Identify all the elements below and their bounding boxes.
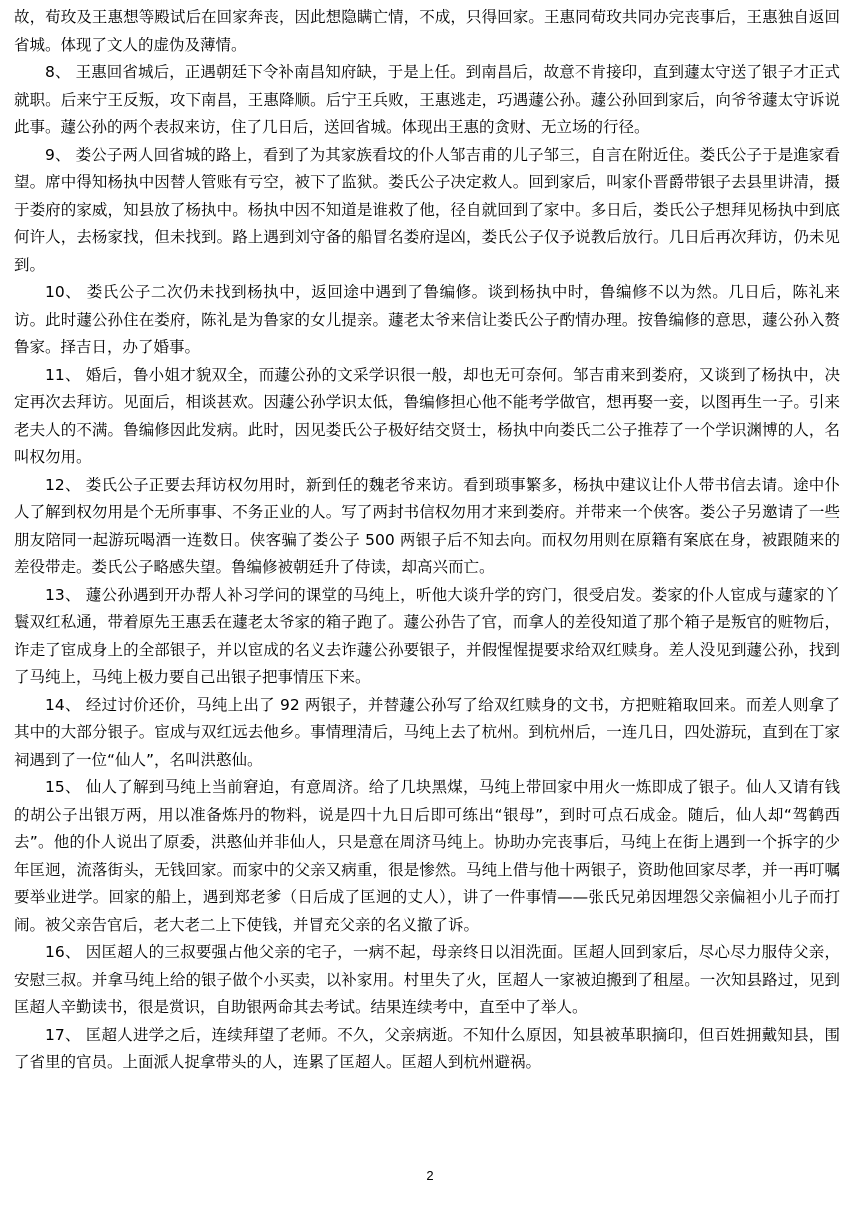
paragraph-11: 11、 婚后，鲁小姐才貌双全，而蘧公孙的文采学识很一般，却也无可奈何。邹吉甫来到娄府，又谈到了杨执中，决定再次去拜访。见面后，相谈甚欢。因蘧公孙学识太低，鲁编修担心他不能考学做官，想再娶一妾，以图再生一子。引来老夫人的不满。鲁编修因此发病。此时，因见娄氏公子极好结交贤士，杨执中向娄氏二公子推荐了一个学识渊博的人，名叫权勿用。 [14, 365, 840, 466]
paragraph-10: 10、 娄氏公子二次仍未找到杨执中，返回途中遇到了鲁编修。谈到杨执中时，鲁编修不以为然。几日后，陈礼来访。此时蘧公孙住在娄府，陈礼是为鲁家的女儿提亲。蘧老太爷来信让娄氏公子酌情办理。按鲁编修的意思，蘧公孙入赘鲁家。择吉日，办了婚事。 [14, 283, 840, 356]
paragraph-continued: 故，荀玫及王惠想等殿试后在回家奔丧，因此想隐瞒亡情，不成，只得回家。王惠同荀玫共同办完丧事后，王惠独自返回省城。体现了文人的虚伪及薄情。 [14, 8, 840, 54]
paragraph-9: 9、 娄公子两人回省城的路上，看到了为其家族看坟的仆人邹吉甫的儿子邹三，自言在附近住。娄氏公子于是進家看望。席中得知杨执中因替人管账有亏空，被下了监狱。娄氏公子决定救人。回到家后，叫家仆晋爵带银子去县里讲清，摄于娄府的家威，知县放了杨执中。杨执中因不知道是谁救了他，径自就回到了家中。多日后，娄氏公子想拜见杨执中到底何许人，去杨家找，但未找到。路上遇到刘守备的船冒名娄府逞凶，娄氏公子仅予说教后放行。几日后再次拜访，仍未见到。 [14, 145, 840, 274]
document-body [14, 4, 840, 1077]
paragraph-15: 15、 仙人了解到马纯上当前窘迫，有意周济。给了几块黑煤，马纯上带回家中用火一炼即成了银子。仙人又请有钱的胡公子出银万两，用以准备炼丹的物料，说是四十九日后即可练出“银母”，到时可点石成金。随后，仙人却“驾鹤西去”。他的仆人说出了原委，洪憨仙并非仙人，只是意在周济马纯上。协助办完丧事后，马纯上在街上遇到一个拆字的少年匡迥，流落街头，无钱回家。而家中的父亲又病重，很是惨然。马纯上借与他十两银子，资助他回家尽孝，并一再叮嘱要举业进学。回家的船上，遇到郑老爹（日后成了匡迥的丈人），讲了一件事情——张氏兄弟因埋怨父亲偏袒小儿子而打闹。被父亲告官后，老大老二上下使钱，并冒充父亲的名义撤了诉。 [14, 778, 840, 934]
paragraph-8: 8、 王惠回省城后，正遇朝廷下令补南昌知府缺，于是上任。到南昌后，故意不肯接印，直到蘧太守送了银子才正式就职。后来宁王反叛，攻下南昌，王惠降顺。后宁王兵败，王惠逃走，巧遇蘧公孙。蘧公孙回到家后，向爷爷蘧太守诉说此事。蘧公孙的两个表叔来访，住了几日后，送回省城。体现出王惠的贪财、无立场的行径。 [14, 63, 840, 136]
paragraph-14: 14、 经过讨价还价，马纯上出了 92 两银子，并替蘧公孙写了给双红赎身的文书，方把赃箱取回来。而差人则拿了其中的大部分银子。宦成与双红远去他乡。事情理清后，马纯上去了杭州。到杭州后，一连几日，四处游玩，直到在丁家祠遇到了一位“仙人”，名叫洪憨仙。 [14, 695, 840, 769]
page-number: 2 [426, 1168, 434, 1183]
paragraph-13: 13、 蘧公孙遇到开办帮人补习学问的课堂的马纯上，听他大谈升学的窍门，很受启发。娄家的仆人宦成与蘧家的丫鬟双红私通，带着原先王惠丢在蘧老太爷家的箱子跑了。蘧公孙告了官，而拿人的差役知道了那个箱子是叛官的赃物后，诈走了宦成身上的全部银子，并以宦成的名义去诈蘧公孙要银子，并假惺惺提要求给双红赎身。差人没见到蘧公孙，找到了马纯上，马纯上极力要自己出银子把事情压下来。 [14, 585, 840, 686]
paragraph-17: 17、 匡超人进学之后，连续拜望了老师。不久，父亲病逝。不知什么原因，知县被革职摘印，但百姓拥戴知县，围了省里的官员。上面派人捉拿带头的人，连累了匡超人。匡超人到杭州避祸。 [14, 1025, 840, 1071]
paragraph-12: 12、 娄氏公子正要去拜访权勿用时，新到任的魏老爷来访。看到琐事繁多，杨执中建议让仆人带书信去请。途中仆人了解到权勿用是个无所事事、不务正业的人。写了两封书信权勿用才来到娄府。并带来一个侠客。娄公子另邀请了一些朋友陪同一起游玩喝酒一连数日。侠客骗了娄公子 500 两银子后不知去向。而权勿用则在原籍有案底在身，被跟随来的差役带走。娄氏公子略感失望。鲁编修被朝廷升了侍读，却高兴而亡。 [14, 475, 840, 576]
paragraph-16: 16、 因匡超人的三叔要强占他父亲的宅子，一病不起，母亲终日以泪洗面。匡超人回到家后，尽心尽力服侍父亲，安慰三叔。并拿马纯上给的银子做个小买卖，以补家用。村里失了火，匡超人一家被迫搬到了租屋。一次知县路过，见到匡超人辛勤读书，很是赏识，自助银两命其去考试。结果连续考中，直至中了举人。 [14, 943, 840, 1016]
